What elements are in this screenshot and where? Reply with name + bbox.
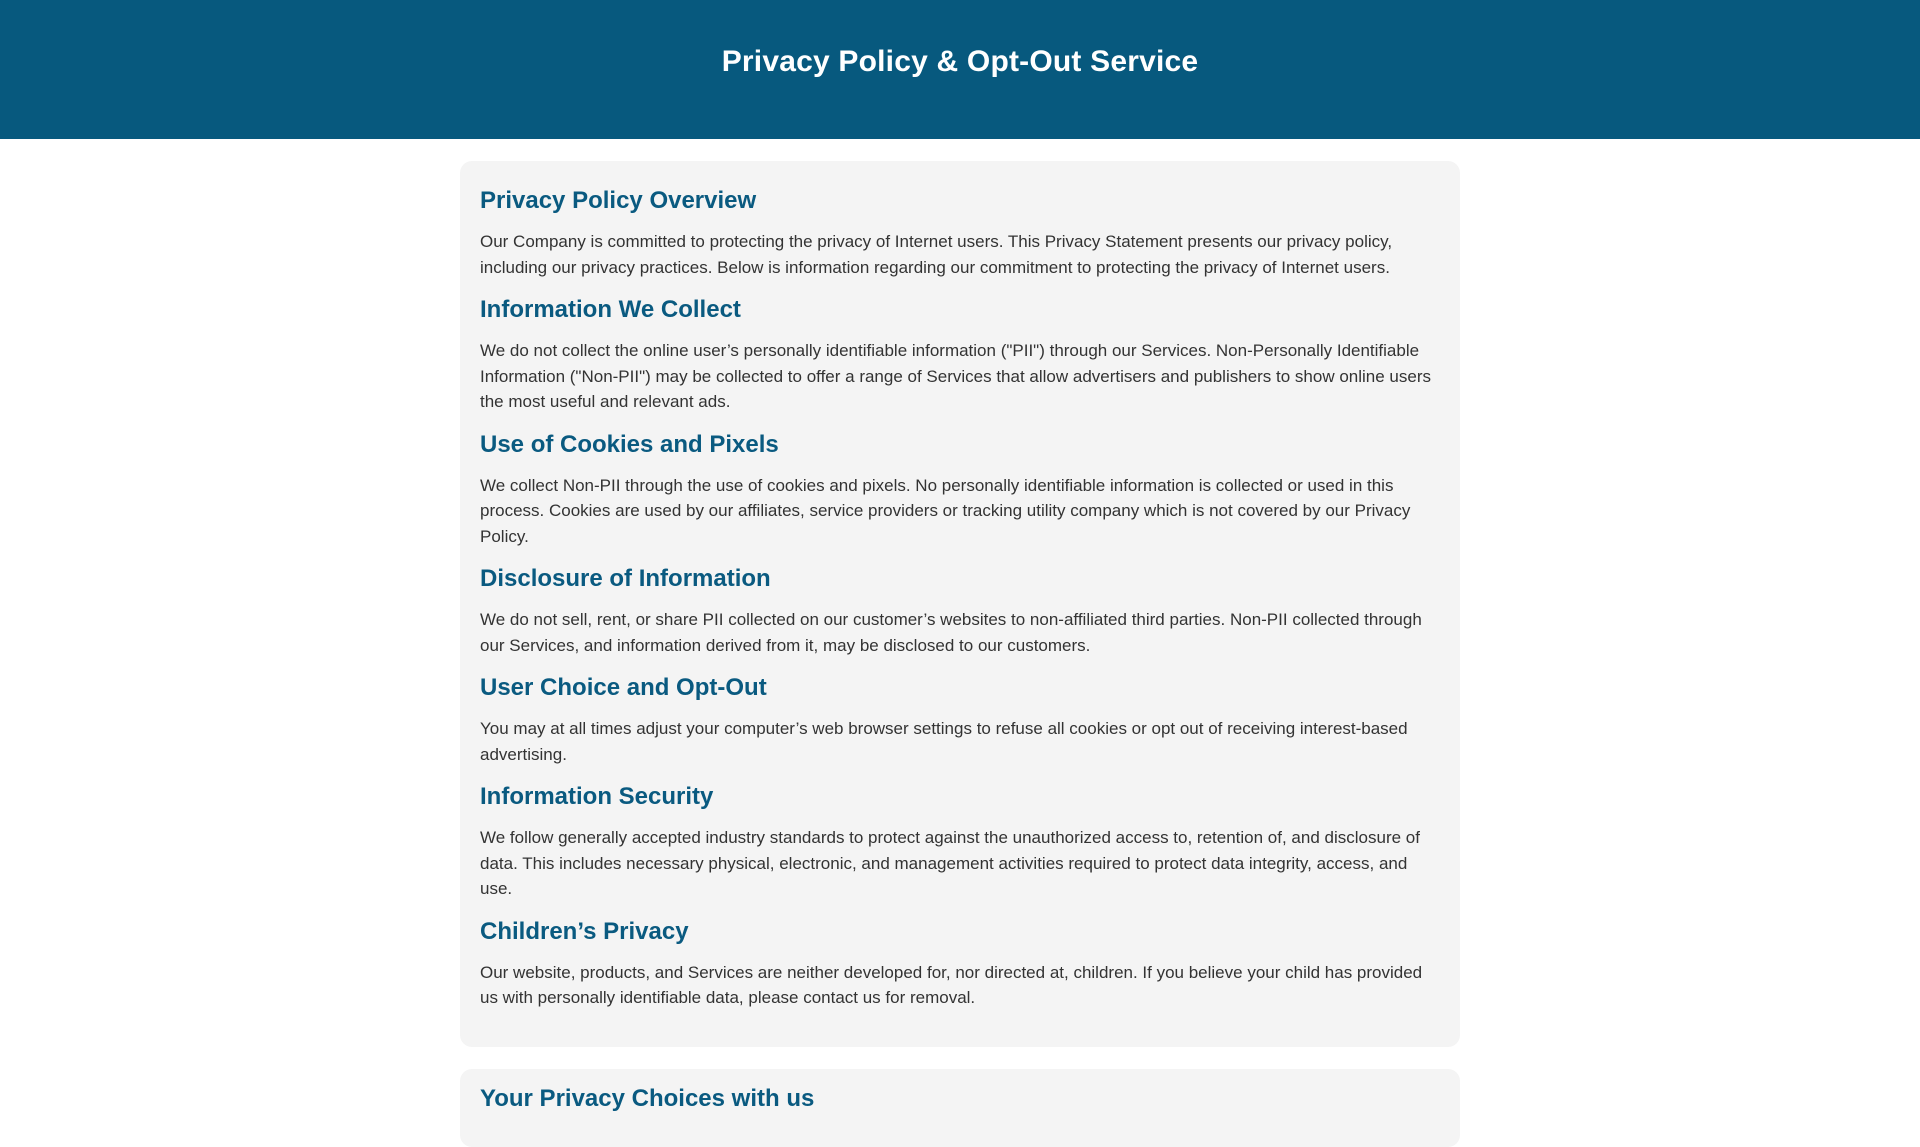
section-heading: Information Security xyxy=(480,783,714,810)
section-childrens-privacy xyxy=(480,918,1440,1011)
section-information-security xyxy=(480,783,1440,902)
section-body: Our website, products, and Services are neither developed for, nor directed at, children. If you believe your child has provided us with personally identifiable data, please contact us for removal. xyxy=(480,962,1423,1007)
section-user-choice-and-opt-out xyxy=(480,674,1440,767)
page-content xyxy=(0,161,1920,1147)
page-header xyxy=(0,0,1920,139)
privacy-choices-card xyxy=(460,1069,1460,1147)
section-body: We do not collect the online user’s personally identifiable information ("PII") through our Services. Non-Personally Identifiable Information ("Non-PII") may be collected to offer a range of Services that allow advertisers and publishers to show online users the most useful and relevant ads. xyxy=(480,341,1432,411)
section-heading: Use of Cookies and Pixels xyxy=(480,430,779,458)
section-heading: User Choice and Opt-Out xyxy=(480,674,767,701)
policy-card xyxy=(460,161,1460,1047)
section-information-we-collect xyxy=(480,296,1440,415)
section-body: We do not sell, rent, or share PII collected on our customer’s websites to non-affiliated third parties. Non-PII collected through our Services, and information derived from it, may be disclosed to our customers. xyxy=(480,610,1422,655)
page-title: Privacy Policy & Opt-Out Service xyxy=(721,45,1199,78)
section-heading: Children’s Privacy xyxy=(480,917,689,945)
section-body: We follow generally accepted industry standards to protect against the unauthorized access to, retention of, and disclosure of data. This includes necessary physical, electronic, and management activities required to protect data integrity, access, and use. xyxy=(480,828,1420,898)
section-body: You may at all times adjust your computer’s web browser settings to refuse all cookies or opt out of receiving interest-based advertising. xyxy=(480,719,1408,764)
section-use-of-cookies-and-pixels xyxy=(480,431,1440,550)
privacy-choices-heading: Your Privacy Choices with us xyxy=(480,1084,815,1112)
section-heading: Information We Collect xyxy=(480,296,741,323)
section-disclosure-of-information xyxy=(480,565,1440,658)
section-body: We collect Non-PII through the use of cookies and pixels. No personally identifiable information is collected or used in this process. Cookies are used by our affiliates, service providers or tracking utility company which is not covered by our Privacy Policy. xyxy=(480,475,1411,546)
section-body: Our Company is committed to protecting the privacy of Internet users. This Privacy Statement presents our privacy policy, including our privacy practices. Below is information regarding our commitment to protecting the privacy of Internet users. xyxy=(480,232,1393,277)
section-privacy-policy-overview xyxy=(480,187,1440,280)
section-heading: Disclosure of Information xyxy=(480,565,771,592)
section-heading: Privacy Policy Overview xyxy=(480,187,757,214)
